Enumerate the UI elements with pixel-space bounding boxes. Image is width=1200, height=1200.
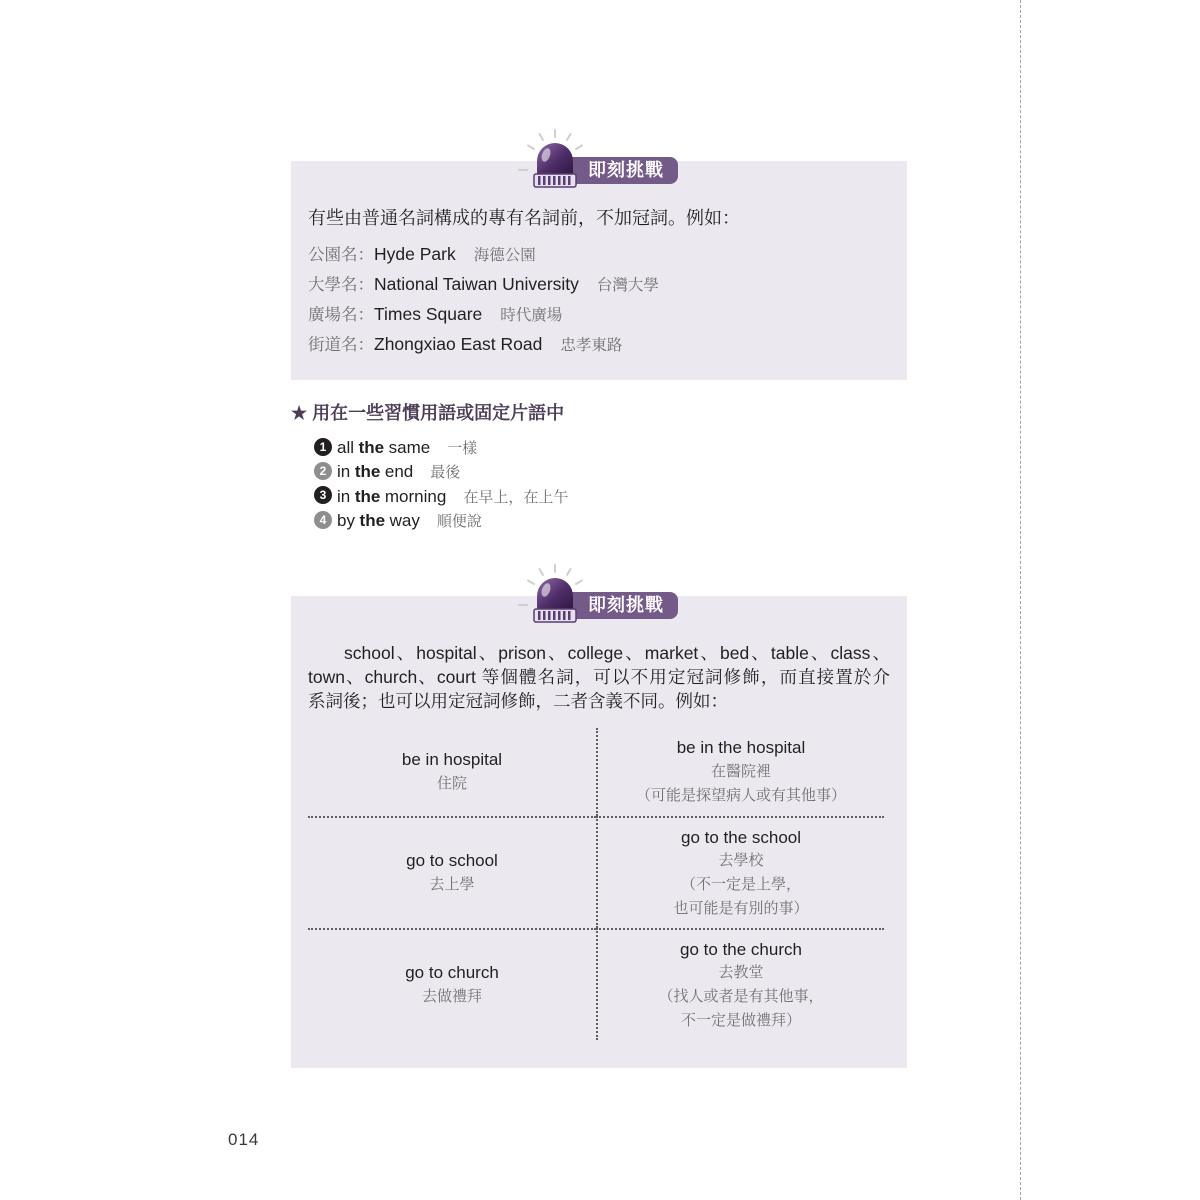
comparison-table xyxy=(308,728,884,1040)
challenge-badge-label: 即刻挑戰 xyxy=(566,157,678,184)
example-row xyxy=(308,299,659,329)
idiom-article: the xyxy=(354,486,381,506)
rule-intro-text: 有些由普通名詞構成的專有名詞前，不加冠詞。例如： xyxy=(308,208,740,228)
idiom-word-after: way xyxy=(389,511,420,531)
rule-paragraph xyxy=(308,641,890,713)
idiom-translation: 在早上，在上午 xyxy=(463,488,569,506)
idiom-number-badge: 4 xyxy=(314,511,332,529)
idiom-article: the xyxy=(359,511,386,531)
idiom-article: the xyxy=(354,462,381,482)
example-english: Zhongxiao East Road xyxy=(374,334,543,354)
phrase-english: be in hospital xyxy=(401,750,503,770)
idiom-item xyxy=(314,460,568,484)
siren-icon xyxy=(515,124,585,190)
idiom-word-before: in xyxy=(337,486,351,506)
with-article-cell xyxy=(596,816,884,928)
phrase-english: go to school xyxy=(406,851,498,871)
example-row xyxy=(308,329,659,359)
example-chinese: 忠孝東路 xyxy=(560,337,623,354)
example-english: Hyde Park xyxy=(374,244,456,264)
idiom-item xyxy=(314,436,568,460)
idiom-number-badge: 2 xyxy=(314,462,332,480)
phrase-chinese: 在醫院裡 xyxy=(710,763,771,781)
rule-paragraph-line: school、hospital、prison、college、market、bed、table、class、 xyxy=(344,643,890,663)
idiom-word-before: by xyxy=(337,511,355,531)
idiom-translation: 最後 xyxy=(430,464,461,482)
idiom-word-before: in xyxy=(337,462,351,482)
idiom-word-before: all xyxy=(337,438,355,457)
page-number: 014 xyxy=(228,1130,260,1149)
no-article-cell xyxy=(308,816,596,928)
challenge-box xyxy=(291,161,907,380)
example-category: 大學名： xyxy=(308,276,374,294)
idiom-word-after: same xyxy=(388,438,431,457)
idiom-word-after: morning xyxy=(384,486,447,506)
phrase-english: go to church xyxy=(405,963,499,983)
challenge-badge-label: 即刻挑戰 xyxy=(566,592,678,619)
phrase-english: go to the school xyxy=(680,827,802,847)
idiom-translation: 一樣 xyxy=(447,440,478,457)
rule-paragraph-line: 系詞後；也可以用定冠詞修飾，二者含義不同。例如： xyxy=(308,691,728,711)
page-margin-dashed-line xyxy=(1020,0,1021,1200)
star-icon xyxy=(291,403,312,423)
challenge-box xyxy=(291,596,907,1068)
idiom-word-after: end xyxy=(384,462,414,482)
example-row xyxy=(308,239,659,269)
example-chinese: 海德公園 xyxy=(473,247,536,264)
phrase-chinese: 去教堂 xyxy=(718,964,764,982)
example-chinese: 台灣大學 xyxy=(596,277,659,294)
phrase-english: be in the hospital xyxy=(676,738,806,758)
phrase-chinese: 去學校 xyxy=(718,852,764,870)
example-english: Times Square xyxy=(374,304,483,324)
idiom-number-badge: 3 xyxy=(314,486,332,504)
example-row xyxy=(308,269,659,299)
idiom-list xyxy=(314,436,568,534)
example-category: 廣場名： xyxy=(308,306,374,324)
example-chinese: 時代廣場 xyxy=(500,307,563,324)
siren-icon xyxy=(515,559,585,625)
no-article-cell xyxy=(308,928,596,1040)
example-english: National Taiwan University xyxy=(374,274,579,294)
with-article-cell xyxy=(596,728,884,816)
phrase-chinese: 去上學 xyxy=(429,876,475,893)
phrase-chinese: 住院 xyxy=(436,775,467,792)
idiom-number-badge: 1 xyxy=(314,438,332,456)
idiom-heading-text: 用在一些習慣用語或固定片語中 xyxy=(312,403,565,423)
example-category: 街道名： xyxy=(308,336,374,354)
idiom-translation: 順便說 xyxy=(436,513,482,531)
idiom-article: the xyxy=(358,438,385,457)
phrase-note-line: 不一定是做禮拜） xyxy=(680,1011,801,1029)
no-article-cell xyxy=(308,728,596,816)
example-category: 公園名： xyxy=(308,246,374,264)
phrase-note-line: 也可能是有別的事） xyxy=(673,899,809,917)
rule-paragraph-line: town、church、court 等個體名詞，可以不用定冠詞修飾，而直接置於介 xyxy=(308,667,890,687)
idiom-section-heading xyxy=(291,401,564,425)
phrase-chinese: 去做禮拜 xyxy=(421,988,482,1005)
idiom-item xyxy=(314,509,568,533)
phrase-english: go to the church xyxy=(680,939,802,959)
example-list xyxy=(308,239,659,359)
phrase-note-line: （不一定是上學， xyxy=(680,876,801,893)
phrase-note-line: （可能是探望病人或有其他事） xyxy=(635,786,846,804)
phrase-note-line: （找人或者是有其他事， xyxy=(658,988,824,1005)
idiom-item xyxy=(314,485,568,509)
with-article-cell xyxy=(596,928,884,1040)
